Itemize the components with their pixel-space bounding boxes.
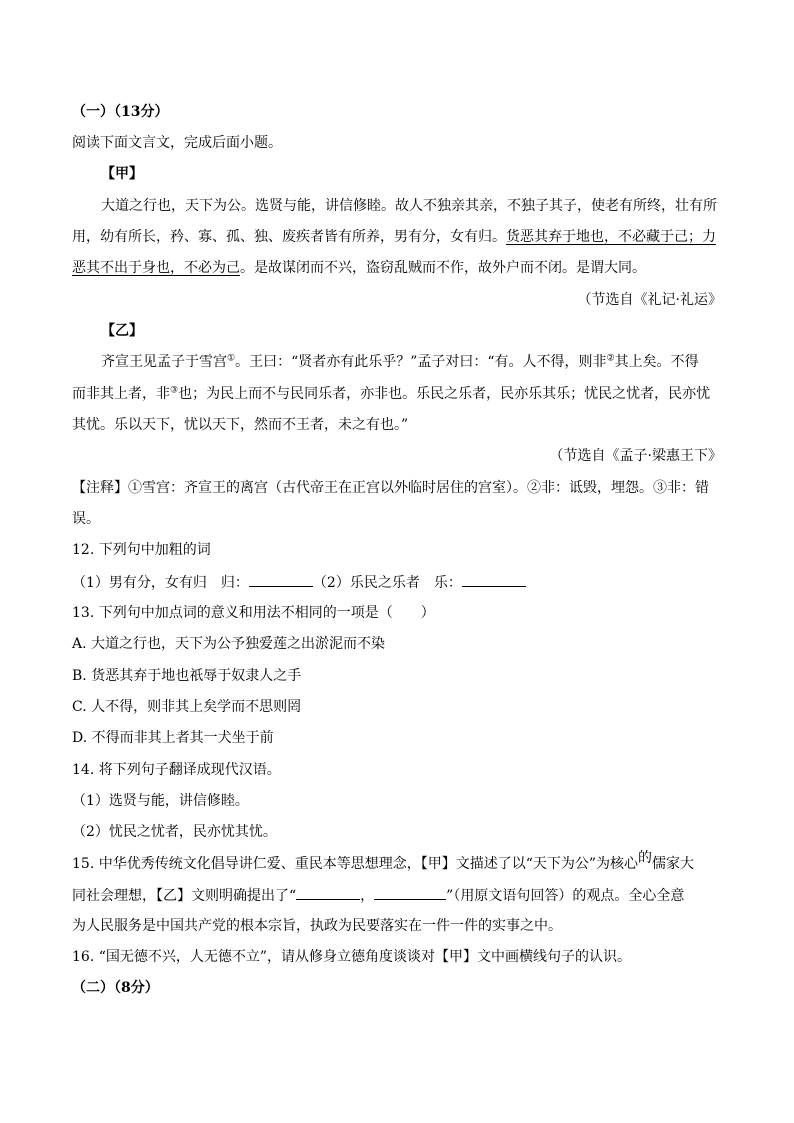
question-15-line-2 [72,885,722,906]
question-12-part-1: （1）男有分，女有归 归： [72,575,249,591]
answer-blank[interactable] [462,572,526,587]
annotation-line-2: 误。 [72,511,100,527]
question-12-stem: 12. 下列句中加粗的词 [72,542,211,558]
question-16: 16. “国无德不兴，人无德不立”，请从修身立德角度谈谈对【甲】文中画横线句子的认识。 [72,949,632,965]
question-14-part-1: （1）选贤与能，讲信修睦。 [72,793,249,809]
question-15-text: 儒家大 [652,856,695,872]
passage-yi-text: 而非其上者，非 [72,386,170,402]
underlined-sentence: 恶其不出于身也，不必为己 [72,260,240,276]
section-1-title: （一）（13分） [72,104,169,120]
passage-yi-line-3: 其忧。乐以天下，忧以天下，然而不王者，未之有也。” [72,417,409,433]
annotation-line-1: 【注释】①雪宫：齐宣王的离宫（古代帝王在正宫以外临时居住的宫室）。②非：诋毁，埋怨。③非：错 [72,480,709,496]
section-2-title: （二）（8分） [72,980,159,996]
question-15-line-1 [72,850,722,874]
underlined-sentence: 货恶其弃于地也，不必藏于己；力 [506,229,716,245]
answer-blank[interactable] [296,885,360,900]
question-15-text: ， [360,888,375,904]
passage-yi-source: （节选自《孟子·梁惠王下》 [549,448,722,464]
reading-instruction: 阅读下面文言文，完成后面小题。 [72,135,282,151]
passage-yi-text: 其上矣。不得 [614,354,699,370]
answer-blank[interactable] [249,572,313,587]
question-13-option-d: D. 不得而非其上者其一犬坐于前 [72,730,274,746]
passage-jia-source: （节选自《礼记·礼运》 [577,292,722,308]
note-marker-3: ③ [170,385,179,396]
note-marker-2: ② [606,353,615,364]
passage-yi-text: 齐宣王见孟子于雪宫 [101,354,227,370]
answer-blank[interactable] [374,885,446,900]
passage-yi-label: 【乙】 [101,323,143,339]
passage-yi-line-1 [101,352,722,372]
question-15-text: 同社会理想，【乙】文则明确提出了“ [72,888,297,904]
question-14-part-2: （2）忧民之忧者，民亦忧其忧。 [72,824,277,840]
passage-yi-line-2 [72,384,722,404]
question-13-option-b: B. 货恶其弃于地也祇辱于奴隶人之手 [72,668,302,684]
question-15-line-3: 为人民服务是中国共产党的根本宗旨，执政为民要落实在一件一件的实事之中。 [72,918,562,934]
passage-jia-label: 【甲】 [101,166,143,182]
question-15-text: 15. 中华优秀传统文化倡导讲仁爱、重民本等思想理念，【甲】文描述了以“天下为公”为核心 [72,856,639,872]
question-13-stem: 13. 下列句中加点词的意义和用法不相同的一项是（ ） [72,605,435,621]
question-14-stem: 14. 将下列句子翻译成现代汉语。 [72,762,281,778]
question-15-text: ”（用原文语句回答）的观点。全心全意 [446,888,685,904]
passage-jia-text: 。是故谋闭而不兴，盗窃乱贼而不作，故外户而不闭。是谓大同。 [240,260,646,276]
note-marker-1: ① [227,353,236,364]
passage-jia-line-2 [72,227,722,247]
question-13-option-c: C. 人不得，则非其上矣学而不思则罔 [72,699,302,715]
question-12-parts [72,572,722,593]
passage-jia-line-3 [72,258,722,278]
passage-yi-text: 。王曰：“贤者亦有此乐乎？”孟子对曰：“有。人不得，则非 [235,354,607,370]
question-15-text: 的 [638,850,653,866]
passage-jia-line-1: 大道之行也，天下为公。选贤与能，讲信修睦。故人不独亲其亲，不独子其子，使老有所终，壮有所 [101,198,717,214]
question-13-option-a: A. 大道之行也，天下为公予独爱莲之出淤泥而不染 [72,636,386,652]
passage-yi-text: 也；为民上而不与民同乐者，亦非也。乐民之乐者，民亦乐其乐；忧民之忧者，民亦忧 [178,386,711,402]
passage-jia-text: 用，幼有所长，矜、寡、孤、独、废疾者皆有所养，男有分，女有归。 [72,229,506,245]
question-12-part-2: （2）乐民之乐者 乐： [312,575,462,591]
